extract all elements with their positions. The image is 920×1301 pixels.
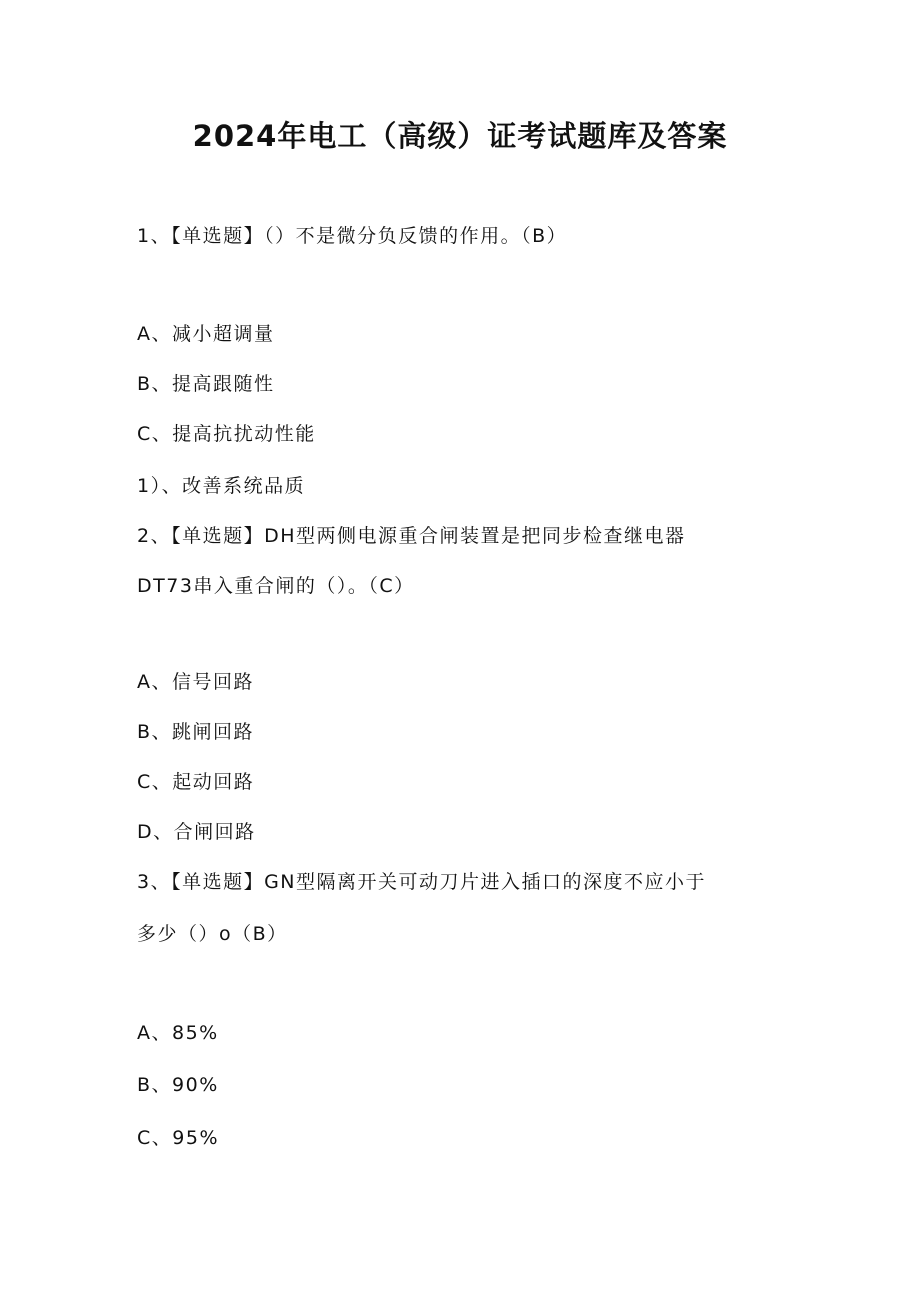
question-1-option-d: 1）、改善系统品质 (137, 475, 306, 497)
question-2-option-b: B、跳闸回路 (137, 721, 255, 743)
question-2-option-c: C、起动回路 (137, 771, 255, 793)
question-1-option-a: A、减小超调量 (137, 323, 275, 345)
question-2-option-d: D、合闸回路 (137, 821, 256, 843)
question-1-option-b: B、提高跟随性 (137, 373, 275, 395)
question-1-option-c: C、提高抗扰动性能 (137, 423, 316, 445)
question-3-option-c: C、95% (137, 1127, 219, 1149)
question-2-stem-line-1: 2、【单选题】DH型两侧电源重合闸装置是把同步检查继电器 (137, 525, 686, 547)
question-3-stem-line-1: 3、【单选题】GN型隔离开关可动刀片进入插口的深度不应小于 (137, 871, 707, 893)
question-3-option-b: B、90% (137, 1074, 219, 1096)
document-title: 2024年电工（高级）证考试题库及答案 (192, 119, 728, 153)
question-3-option-a: A、85% (137, 1022, 219, 1044)
question-2-option-a: A、信号回路 (137, 671, 254, 693)
question-2-stem-line-2: DT73串入重合闸的（）。（C） (137, 575, 415, 597)
question-3-stem-line-2: 多少（）o（B） (137, 923, 288, 945)
question-1-stem: 1、【单选题】（）不是微分负反馈的作用。（B） (137, 225, 568, 247)
